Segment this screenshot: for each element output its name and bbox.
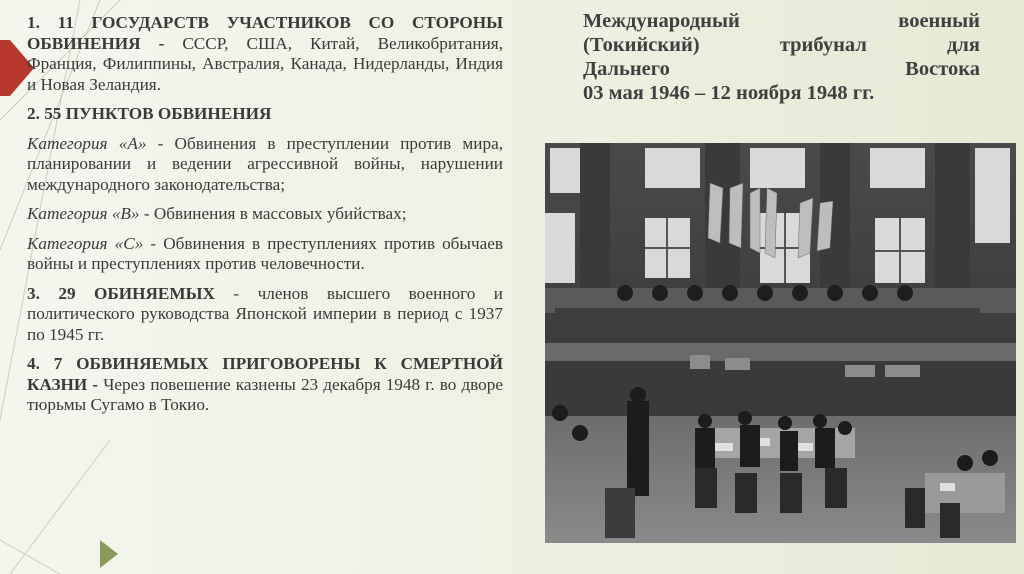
points-text [27,13,503,425]
title-line-2: (Токийский) трибунал для [583,34,980,56]
category-a: Категория «А» - Обвинения в преступлении против мира, планировании и ведении агрессивной войны, нарушении международного законодательства; [27,133,503,194]
slide-title [583,9,980,105]
point-1: 1. 11 ГОСУДАРСТВ УЧАСТНИКОВ СО СТОРОНЫ ОБВИНЕНИЯ - СССР, США, Китай, Великобритания, Франция, Филиппины, Австралия, Канада, Нидерланды, Индия и Новая Зеландия. [27,13,503,94]
title-line-1: Международный военный [583,10,980,32]
title-line-4: 03 мая 1946 – 12 ноября 1948 гг. [583,82,875,104]
point-3: 3. 29 ОБИНЯЕМЫХ - членов высшего военного и политического руководства Японской империи в период с 1937 по 1945 гг. [27,283,504,344]
accent-bar [0,40,10,96]
category-c: Категория «С» - Обвинения в преступлениях против обычаев войны и преступлениях против человечности. [27,233,503,273]
point-2: 2. 55 ПУНКТОВ ОБВИНЕНИЯ [27,104,272,123]
tribunal-photo [545,143,1016,543]
title-line-3: Дальнего Востока [583,58,980,80]
category-b: Категория «В» - Обвинения в массовых убийствах; [27,204,407,223]
point-4: 4. 7 ОБВИНЯЕМЫХ ПРИГОВОРЕНЫ К СМЕРТНОЙ КАЗНИ - Через повешение казнены 23 декабря 1948 г. во дворе тюрьмы Сугамо в Токио. [27,354,503,414]
